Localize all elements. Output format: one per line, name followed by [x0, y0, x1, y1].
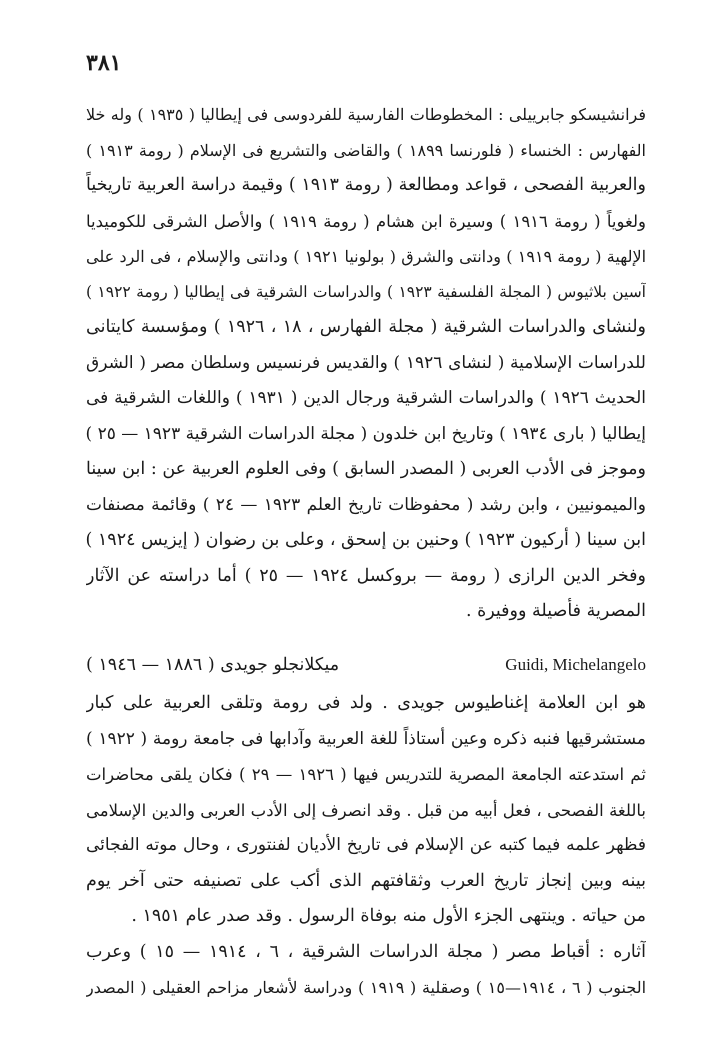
text-line: إيطاليا ( بارى ١٩٣٤ ) وتاريخ ابن خلدون ( مجلة الدراسات الشرقية ١٩٢٣ — ٢٥ ) — [86, 423, 646, 444]
entry-gabrieli-text — [86, 97, 646, 630]
text-line: والعربية الفصحى ، قواعد ومطالعة ( رومة ١٩١٣ ) وقيمة دراسة العربية تاريخياً — [86, 175, 646, 195]
entry-heading-arabic: ميكلانجلو جويدى ( ١٨٨٦ — ١٩٤٦ ) — [86, 655, 340, 675]
text-line: ولنشاى والدراسات الشرقية ( مجلة الفهارس ، ١٨ ، ١٩٢٦ ) ومؤسسة كايتانى — [86, 317, 646, 337]
page-number: ٣٨١ — [86, 50, 122, 76]
entry-heading-latin: Guidi, Michelangelo — [505, 655, 646, 674]
entry-heading-guidi — [86, 650, 646, 680]
text-line: مستشرقيها فنبه ذكره وعين أستاذاً للغة العربية وآدابها فى جامعة رومة ( ١٩٢٢ ) — [86, 728, 646, 749]
text-line: وموجز فى الأدب العربى ( المصدر السابق ) وفى العلوم العربية عن : ابن سينا — [86, 459, 646, 479]
text-line: من حياته . وينتهى الجزء الأول منه بوفاة الرسول . وقد صدر عام ١٩٥١ . — [131, 906, 646, 926]
text-line: الإلهية ( رومة ١٩١٩ ) ودانتى والشرق ( بولونيا ١٩٢١ ) ودانتى والإسلام ، فى الرد على — [86, 247, 646, 266]
text-line: وفخر الدين الرازى ( رومة — بروكسل ١٩٢٤ — ٢٥ ) أما دراسته عن الآثار — [86, 565, 646, 586]
text-line: بينه وبين إنجاز تاريخ العرب وثقافتهم الذى أكب على تصنيفه حتى آخر يوم — [86, 870, 646, 891]
text-line: المصرية فأصيلة ووفيرة . — [465, 601, 646, 621]
text-line: ثم استدعته الجامعة المصرية للتدريس فيها ( ١٩٢٦ — ٢٩ ) فكان يلقى محاضرات — [86, 765, 646, 784]
text-line: ابن سينا ( أركيون ١٩٢٣ ) وحنين بن إسحق ، وعلى بن رضوان ( إيزيس ١٩٢٤ ) — [86, 530, 646, 550]
text-line: للدراسات الإسلامية ( لنشاى ١٩٢٦ ) والقديس فرنسيس وسلطان مصر ( الشرق — [86, 352, 646, 373]
text-line: الفهارس : الخنساء ( فلورنسا ١٨٩٩ ) والقاضى والتشريع فى الإسلام ( رومة ١٩١٣ ) — [86, 140, 646, 160]
text-line: آسين بلاثيوس ( المجلة الفلسفية ١٩٢٣ ) والدراسات الشرقية فى إيطاليا ( رومة ١٩٢٢ ) — [86, 282, 646, 301]
text-line: الجنوب ( ٦ ، ١٩١٤—١٥ ) وصقلية ( ١٩١٩ ) ودراسة لأشعار مزاحم العقيلى ( المصدر — [86, 978, 646, 997]
text-line: آثاره : أقباط مصر ( مجلة الدراسات الشرقية ، ٦ ، ١٩١٤ — ١٥ ) وعرب — [86, 941, 646, 962]
text-line: فرانشيسكو جابرييلى : المخطوطات الفارسية للفردوسى فى إيطاليا ( ١٩٣٥ ) وله خلا — [86, 105, 646, 124]
text-line: باللغة الفصحى ، فعل أبيه من قبل . وقد انصرف إلى الأدب العربى والدين الإسلامى — [86, 800, 646, 820]
text-line: ولغوياً ( رومة ١٩١٦ ) وسيرة ابن هشام ( رومة ١٩١٩ ) والأصل الشرقى للكوميديا — [86, 211, 646, 231]
entry-guidi-text — [86, 686, 646, 1006]
text-line: الحديث ١٩٢٦ ) والدراسات الشرقية ورجال الدين ( ١٩٣١ ) واللغات الشرقية فى — [86, 388, 646, 408]
text-line: هو ابن العلامة إغناطيوس جويدى . ولد فى رومة وتلقى العربية على كبار — [86, 693, 646, 713]
text-line: والميمونيين ، وابن رشد ( محفوظات تاريخ العلم ١٩٢٣ — ٢٤ ) وقائمة مصنفات — [86, 494, 646, 515]
text-line: فظهر علمه فيما كتبه عن الإسلام فى تاريخ الأديان لفنتورى ، وحال موته الفجائى — [86, 835, 646, 855]
